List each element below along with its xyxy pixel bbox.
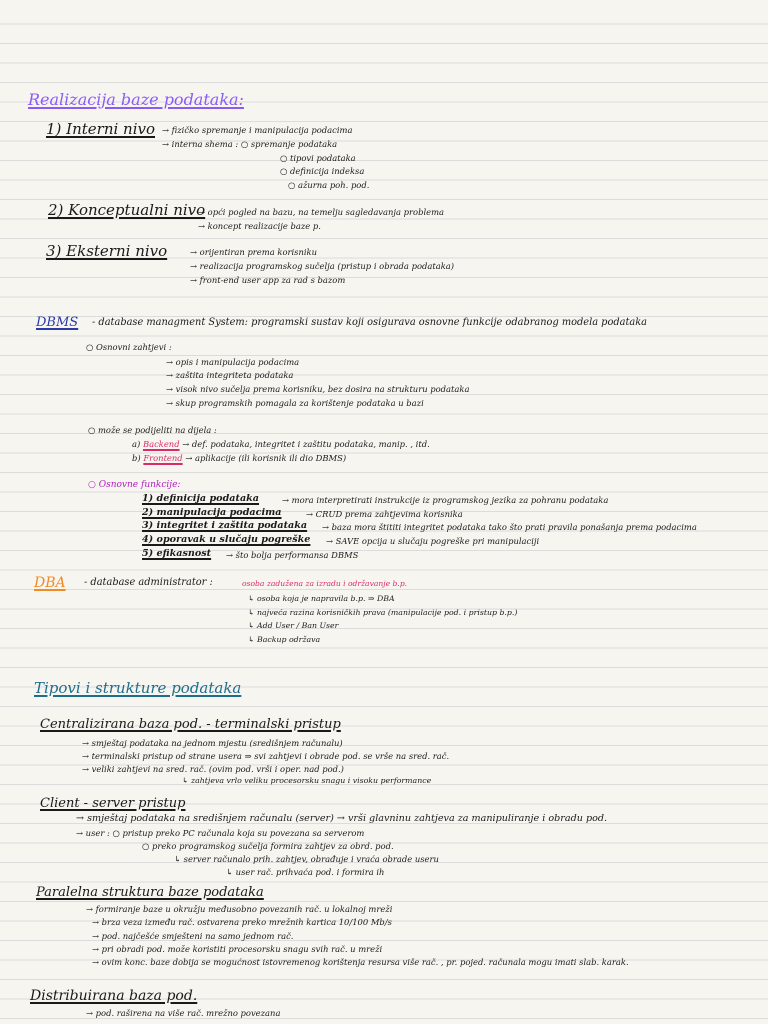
funkcija-2: 2) manipulacija podacima	[142, 507, 282, 518]
dba-abbr: DBA	[34, 575, 66, 591]
funkcija-1: 1) definicija podataka	[142, 493, 260, 504]
interni-line-4: ○ definicija indeksa	[280, 166, 365, 176]
centralizirana-title: Centralizirana baza pod. - terminalski pristup	[40, 717, 341, 732]
dbms-zahtjev-4: → skup programskih pomagala za korištenje podataka u bazi	[166, 398, 424, 408]
funkcija-5: 5) efikasnost	[142, 548, 212, 559]
dbms-zahtjev-1: → opis i manipulacija podacima	[166, 357, 300, 367]
funkcija-2-desc: → CRUD prema zahtjevima korisnika	[306, 509, 463, 519]
interni-line-3: ○ tipovi podataka	[280, 153, 356, 163]
funkcija-3-desc: → baza mora štititi integritet podataka tako što prati pravila ponašanja prema podacima	[322, 522, 697, 532]
client-server-title: Client - server pristup	[40, 796, 186, 811]
distribuirana-line-1: → pod. raširena na više rač. mrežno povezana	[86, 1008, 281, 1018]
centralizirana-line-2: → terminalski pristup od strane usera ⇒ svi zahtjevi i obrade pod. se vrše na sred. rač.	[82, 751, 450, 761]
funkcija-5-desc: → što bolja performansa DBMS	[226, 550, 359, 560]
dbms-abbr: DBMS	[36, 315, 79, 330]
client-line-1: → smještaj podataka na središnjem računalu (server) → vrši glavninu zahtjeva za manipuliranje i obradu pod.	[76, 813, 608, 824]
eksterni-line-2: → realizacija programskog sučelja (pristup i obrada podataka)	[190, 261, 455, 271]
konceptualni-line-2: → koncept realizacije baze p.	[198, 221, 321, 231]
dba-line-2: ↳ najveća razina korisničkih prava (manipulacije pod. i pristup b.p.)	[248, 608, 518, 617]
centralizirana-line-1: → smještaj podataka na jednom mjestu (središnjem računalu)	[82, 738, 343, 748]
paralelna-title: Paralelna struktura baze podataka	[36, 885, 264, 900]
paralelna-line-5: → ovim konc. baze dobija se mogućnost istovremenog korištenja resursa više rač. , pr. pojed. računala mogu imati slab. karak.	[92, 957, 629, 967]
frontend-term: Frontend	[143, 453, 183, 463]
dbms-zahtjev-3: → visok nivo sučelja prema korisniku, bez dosira na strukturu podataka	[166, 384, 470, 394]
funkcija-1-desc: → mora interpretirati instrukcije iz programskog jezika za pohranu podataka	[282, 495, 609, 505]
dba-line-1: ↳ osoba koja je napravila b.p. ⇒ DBA	[248, 594, 395, 603]
dbms-zahtjev-2: → zaštita integriteta podataka	[166, 370, 294, 380]
interni-line-1: → fizičko spremanje i manipulacija podacima	[162, 125, 353, 135]
eksterni-line-1: → orijentiran prema korisniku	[190, 247, 318, 257]
dbms-zahtjevi-label: ○ Osnovni zahtjevi :	[86, 342, 172, 352]
dba-definition: - database administrator :	[84, 577, 213, 588]
backend-desc: → def. podataka, integritet i zaštitu podataka, manip. , itd.	[182, 439, 430, 449]
dbms-podijeliti: ○ može se podijeliti na dijela :	[88, 425, 217, 435]
funkcija-3: 3) integritet i zaštita podataka	[142, 520, 308, 531]
eksterni-line-3: → front-end user app za rad s bazom	[190, 275, 346, 285]
funkcija-4-desc: → SAVE opcija u slučaju pogreške pri manipulaciji	[326, 536, 540, 546]
frontend-desc: → aplikacije (ili korisnik ili dio DBMS)	[185, 453, 347, 463]
dbms-backend-row	[132, 440, 430, 448]
section-title-tipovi: Tipovi i strukture podataka	[34, 679, 242, 697]
dbms-funkcije-label: ○ Osnovne funkcije:	[88, 480, 181, 490]
client-line-5: ↳ user rač. prihvaća pod. i formira ih	[226, 867, 385, 877]
centralizirana-line-4: ↳ zahtjeva vrlo veliku procesorsku snagu i visoku performance	[182, 776, 432, 785]
konceptualni-line-1: → opći pogled na bazu, na temelju sagledavanja problema	[198, 207, 445, 217]
funkcija-4: 4) oporavak u slučaju pogreške	[142, 534, 311, 545]
paralelna-line-4: → pri obradi pod. može koristiti procesorsku snagu svih rač. u mreži	[92, 944, 383, 954]
backend-prefix: a)	[132, 439, 141, 449]
client-line-4: ↳ server računalo prih. zahtjev, obrađuje i vraća obrade useru	[174, 854, 439, 864]
client-line-3: ○ preko programskog sučelja formira zahtjev za obrd. pod.	[142, 841, 394, 851]
konceptualni-nivo-label: 2) Konceptualni nivo	[48, 201, 206, 219]
dba-line-4: ↳ Backup održava	[248, 635, 321, 644]
dbms-definition: - database managment System: programski sustav koji osigurava osnovne funkcije odabranog modela podataka	[92, 317, 648, 328]
interni-line-5: ○ ažurna poh. pod.	[288, 180, 370, 190]
section-title-realizacija: Realizacija baze podataka:	[28, 90, 244, 109]
dbms-frontend-row	[132, 454, 346, 462]
interni-nivo-label: 1) Interni nivo	[46, 120, 156, 138]
interni-line-2: → interna shema : ○ spremanje podataka	[162, 139, 338, 149]
eksterni-nivo-label: 3) Eksterni nivo	[46, 242, 168, 260]
distribuirana-title: Distribuirana baza pod.	[30, 988, 198, 1004]
paralelna-line-3: → pod. najčešće smješteni na samo jednom rač.	[92, 931, 294, 941]
client-line-2: → user : ○ pristup preko PC računala koja su povezana sa serverom	[76, 828, 365, 838]
paralelna-line-2: → brza veza između rač. ostvarena preko mrežnih kartica 10/100 Mb/s	[92, 917, 392, 927]
dba-line-3: ↳ Add User / Ban User	[248, 621, 339, 630]
backend-term: Backend	[142, 439, 180, 449]
paralelna-line-1: → formiranje baze u okružju međusobno povezanih rač. u lokalnoj mreži	[86, 904, 393, 914]
centralizirana-line-3: → veliki zahtjevi na sred. rač. (ovim pod. vrši i oper. nad pod.)	[82, 764, 344, 774]
dba-note: osoba zadužena za izradu i održavanje b.p.	[242, 579, 408, 588]
frontend-prefix: b)	[132, 453, 141, 463]
